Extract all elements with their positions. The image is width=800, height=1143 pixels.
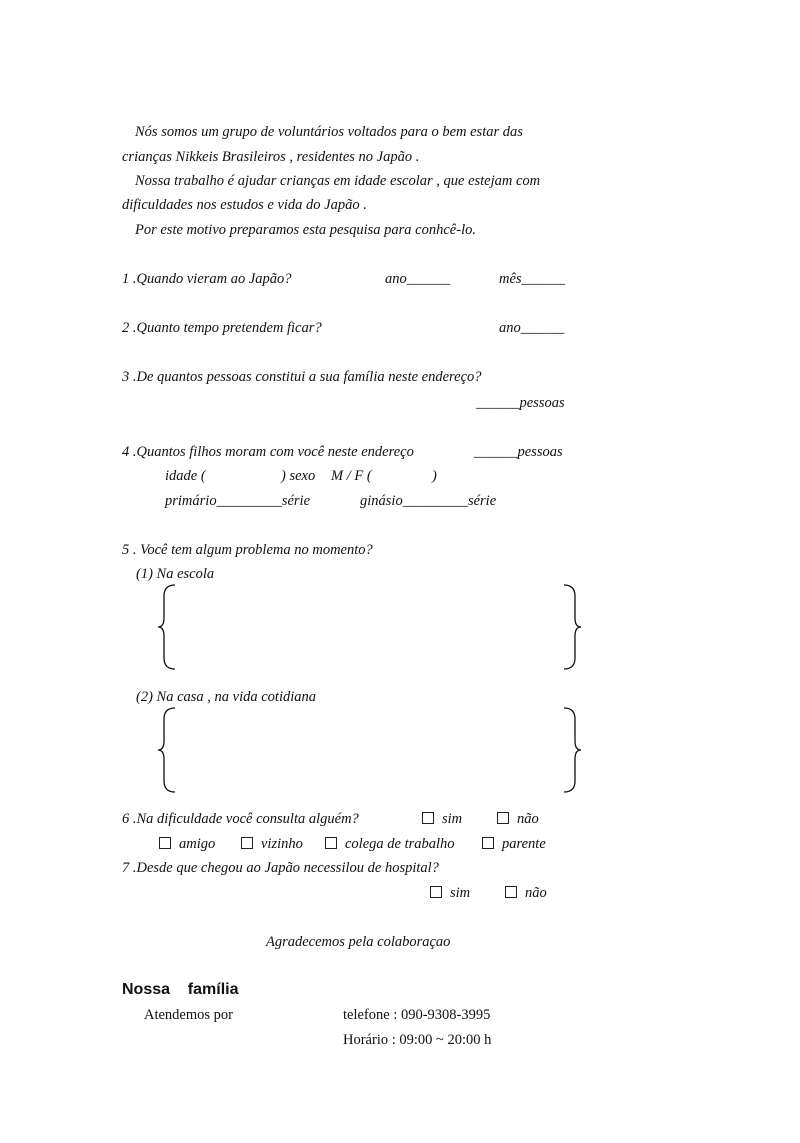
intro-line-3: Nossa trabalho é ajudar crianças em idade escolar , que estejam com [135,173,541,189]
q7-nao-checkbox[interactable] [505,884,547,902]
q1-month-field[interactable]: mês______ [499,271,566,287]
question-3: 3 .De quantos pessoas constitui a sua família neste endereço? [122,369,482,385]
q7-sim-label: sim [450,885,471,901]
checkbox-icon [325,837,337,849]
hours-text: Horário : 09:00 ~ 20:00 h [343,1032,492,1048]
q7-sim-checkbox[interactable] [430,884,470,902]
thanks-text: Agradecemos pela colaboraçao [266,934,451,950]
q7-nao-label: não [525,885,547,901]
q2-year-field[interactable]: ano______ [499,320,565,336]
q6-colega-label: colega de trabalho [345,836,455,852]
q4-people-field[interactable]: ______pessoas [474,444,563,460]
intro-line-1: Nós somos um grupo de voluntários voltados para o bem estar das [135,124,523,140]
question-4: 4 .Quantos filhos moram com você neste endereço [122,444,414,460]
right-brace-icon [560,584,584,670]
attend-label: Atendemos por [144,1007,233,1023]
q6-amigo-checkbox[interactable] [159,835,215,853]
q6-vizinho-label: vizinho [261,836,303,852]
organization-name: Nossa família [122,981,239,998]
question-5: 5 . Você tem algum problema no momento? [122,542,373,558]
q6-parente-label: parente [502,836,546,852]
q6-sim-label: sim [442,811,463,827]
question-1: 1 .Quando vieram ao Japão? [122,271,292,287]
question-7: 7 .Desde que chegou ao Japão necessilou de hospital? [122,860,439,876]
q5-school-answer-area[interactable] [185,590,555,666]
q5-home-answer-area[interactable] [185,713,555,789]
checkbox-icon [159,837,171,849]
q6-amigo-label: amigo [179,836,216,852]
right-brace-icon [560,707,584,793]
checkbox-icon [497,812,509,824]
intro-line-5: Por este motivo preparamos esta pesquisa para conhcê-lo. [135,222,476,238]
q3-people-field[interactable]: ______pessoas [476,395,565,411]
question-6: 6 .Na dificuldade você consulta alguém? [122,811,359,827]
phone-text: telefone : 090-9308-3995 [343,1007,491,1023]
q4-ginasio-field[interactable]: ginásio_________série [360,493,497,509]
question-2: 2 .Quanto tempo pretendem ficar? [122,320,322,336]
q4-sexo-label: ) sexo [281,468,316,484]
q4-mf-label: M / F ( [331,468,372,484]
checkbox-icon [482,837,494,849]
checkbox-icon [430,886,442,898]
left-brace-icon [155,707,179,793]
q1-year-field[interactable]: ano______ [385,271,451,287]
q5-sub-1: (1) Na escola [136,566,215,582]
q6-nao-label: não [517,811,539,827]
left-brace-icon [155,584,179,670]
q5-sub-2: (2) Na casa , na vida cotidiana [136,689,317,705]
intro-line-2: crianças Nikkeis Brasileiros , residentes no Japão . [122,149,420,165]
q6-sim-checkbox[interactable] [422,810,462,828]
q4-idade-label: idade ( [165,468,206,484]
checkbox-icon [422,812,434,824]
checkbox-icon [505,886,517,898]
q6-vizinho-checkbox[interactable] [241,835,303,853]
checkbox-icon [241,837,253,849]
q6-nao-checkbox[interactable] [497,810,539,828]
q6-parente-checkbox[interactable] [482,835,546,853]
q4-close-paren: ) [432,468,437,484]
q4-primario-field[interactable]: primário_________série [165,493,310,509]
intro-line-4: dificuldades nos estudos e vida do Japão . [122,197,367,213]
q6-colega-checkbox[interactable] [325,835,455,853]
